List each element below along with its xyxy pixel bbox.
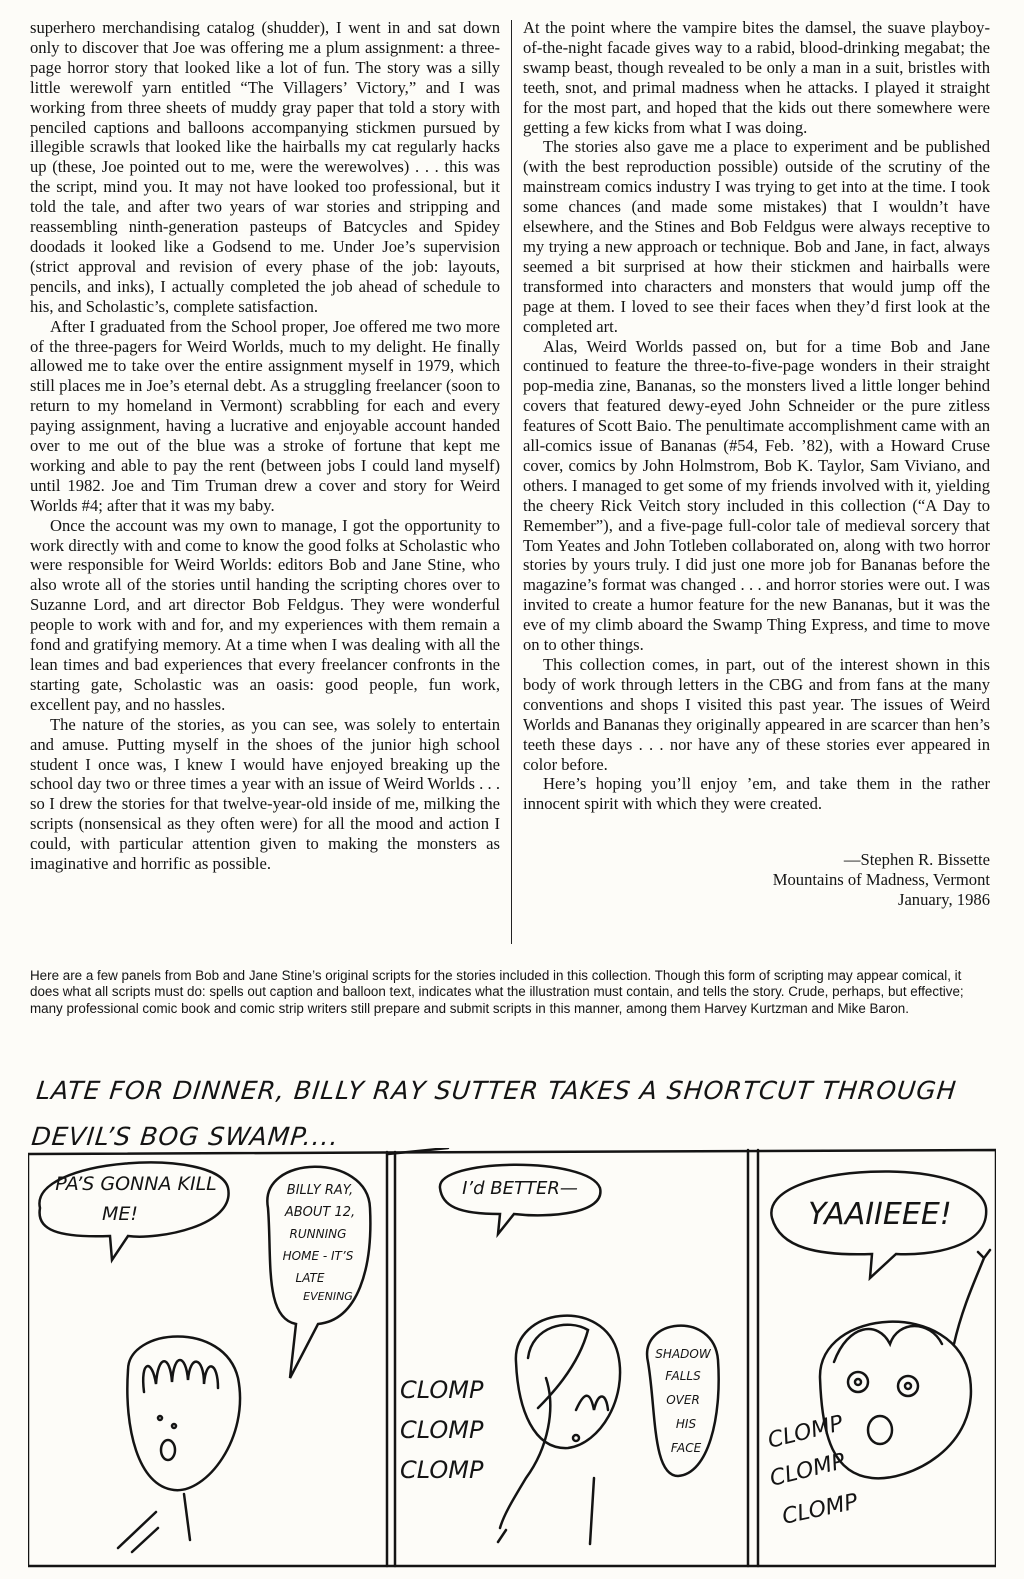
article-paragraph: Alas, Weird Worlds passed on, but for a time Bob and Jane continued to feature the three-to-five-page wonders in their straight pop-media zine, Bananas, so the monsters lived a little longer behind covers that featured dewy-eyed John Schneider or the pure zitless features of Scott Baio. The penultimate accomplishment came with an all-comics issue of Bananas (#54, Feb. ’82), with a Howard Cruse cover, comics by John Holmstrom, Bob K. Taylor, Sam Viviano, and others. I managed to get some of my friends involved with it, yielding the cheery Rick Veitch story included in this collection (“A Day to Remember”), and a five-page full-color tale of medieval sorcery that Tom Yeates and John Totleben collaborated on, along with two horror stories by yours truly. I did just one more job for Bananas before the magazine’s format was changed . . . and horror stories were out. I was invited to create a humor feature for the new Bananas, but it was the eve of my climb aboard the Swamp Thing Express, and time to move on to other things.	[523, 336, 990, 655]
article-paragraph: The nature of the stories, as you can see, was solely to entertain and amuse. Putting myself in the shoes of the junior high school student I once was, I knew I would have enjoyed breaking up the school day two or three times a year with an issue of Weird Worlds . . . so I drew the stories for that twelve-year-old inside of me, milking the scripts (nonsensical as they often were) for all the mood and action I could, with particular attention given to making the monsters as imaginative and horrific as possible.	[30, 714, 500, 874]
panel-gutter	[748, 1150, 758, 1566]
sound-effect: CLOMP	[780, 1489, 861, 1530]
sound-effect: CLOMP	[400, 1456, 484, 1484]
note-text: HIS	[675, 1417, 697, 1431]
signature-block	[523, 850, 990, 910]
article-paragraph: Once the account was my own to manage, I got the opportunity to work directly with and come to know the good folks at Scholastic who were responsible for Weird Worlds: editors Bob and Jane Stine, who also wrote all of the stories until handing the scripting chores over to Suzanne Lord, and art director Bob Feldgus. They were wonderful people to work with and for, and my experiences with them remain a fond and gratifying memory. At a time when I was dealing with all the lean times and bad experiences that every freelancer confronts in the starting gate, Scholastic was an oasis: good people, fun work, excellent pay, and no hassles.	[30, 515, 500, 714]
note-text: ABOUT 12,	[284, 1205, 356, 1220]
balloon-text: PA’S GONNA KILL	[55, 1173, 217, 1195]
panel-2	[400, 1165, 719, 1544]
panel-gutter	[387, 1152, 395, 1566]
article-paragraph: This collection comes, in part, out of the interest shown in this body of work through letters in the CBG and from fans at the many conventions and shops I visited this past year. The issues of Weird Worlds and Bananas they originally appeared in are scarcer than hen’s teeth these days . . . nor have any of these stories ever appeared in color before.	[523, 655, 990, 774]
note-text: LATE	[295, 1271, 325, 1285]
sound-effect: CLOMP	[400, 1376, 484, 1404]
speech-balloon	[440, 1165, 601, 1234]
article-paragraph: The stories also gave me a place to experiment and be published (with the best reproduction possible) outside of the scrutiny of the mainstream comics industry I was trying to get into at the time. I took some chances (and made some mistakes) that I wouldn’t have elsewhere, and the Stines and Bob Feldgus were always receptive to my trying a new approach or technique. Bob and Jane, in fact, always seemed a bit surprised at how their stickmen and hairballs were transformed into characters and monsters that would jump off the page at them. I loved to see their faces when they’d first look at the completed art.	[523, 137, 990, 336]
character-eye	[158, 1416, 162, 1420]
note-text: HOME - IT’S	[282, 1249, 354, 1263]
character-mouth	[868, 1416, 892, 1444]
balloon-text: I’d BETTER—	[462, 1178, 578, 1199]
character-leg	[590, 1478, 594, 1544]
article-left-column	[30, 18, 500, 874]
sound-effect: CLOMP	[400, 1416, 484, 1444]
note-text: FALLS	[665, 1369, 701, 1383]
balloon-text: ME!	[101, 1203, 139, 1225]
article-right-column	[523, 18, 990, 910]
column-divider	[511, 20, 512, 944]
character-head	[516, 1316, 620, 1448]
character-body	[118, 1494, 190, 1552]
character-eye	[573, 1435, 579, 1441]
script-caption-line: DEVIL’S BOG SWAMP....	[30, 1122, 341, 1151]
character-eye	[172, 1424, 176, 1428]
author-place: Mountains of Madness, Vermont	[772, 870, 990, 890]
character-hair	[576, 1396, 608, 1410]
note-text: BILLY RAY,	[286, 1183, 354, 1198]
note-text: FACE	[670, 1441, 702, 1455]
note-text: OVER	[666, 1393, 700, 1407]
article-date: January, 1986	[897, 890, 990, 910]
sound-effect: CLOMP	[765, 1411, 846, 1454]
character-mouth	[161, 1440, 175, 1460]
article-paragraph: Here’s hoping you’ll enjoy ’em, and take them in the rather innocent spirit with which they were created.	[523, 774, 990, 814]
character-hair	[143, 1360, 218, 1392]
balloon-text: YAAIIEEE!	[808, 1197, 952, 1232]
character-arm	[954, 1250, 990, 1344]
character-eye	[898, 1376, 918, 1396]
face-shadow	[528, 1325, 588, 1408]
panel-1	[39, 1162, 370, 1552]
panel-3	[765, 1171, 990, 1529]
character-eye	[848, 1372, 868, 1392]
note-text: RUNNING	[289, 1227, 347, 1241]
script-note: Here are a few panels from Bob and Jane Stine’s original scripts for the stories included in this collection. Though this form of scripting may appear comical, it does what all scripts must do: spells out caption and balloon text, indicates what the illustration must contain, and tells the story. Crude, perhaps, but effective; many professional comic book and comic strip writers still prepare and submit scripts in this manner, among them Harvey Kurtzman and Mike Baron.	[30, 968, 964, 1016]
note-text: EVENING	[303, 1290, 353, 1303]
character-pupil	[905, 1383, 911, 1389]
character-head	[127, 1337, 240, 1491]
script-comic-strip	[28, 1148, 996, 1568]
character-pupil	[855, 1379, 861, 1385]
author-name: —Stephen R. Bissette	[843, 850, 990, 870]
article-paragraph: After I graduated from the School proper, Joe offered me two more of the three-pagers for Weird Worlds, much to my delight. He finally allowed me to take over the entire assignment myself in 1979, which still places me in Joe’s eternal debt. As a struggling freelancer (soon to return to my homeland in Vermont) scrabbling for each and every paying assignment, having a lucrative and enjoyable account handed over to me out of the blue was a stroke of fortune that kept me working and able to pay the rent (between jobs I could land myself) until 1982. Joe and Tim Truman drew a cover and story for Weird Worlds #4; after that it was my baby.	[30, 316, 500, 515]
sound-effect: CLOMP	[767, 1449, 848, 1492]
article-paragraph: At the point where the vampire bites the damsel, the suave playboy-of-the-night facade gives way to a rabid, blood-drinking megabat; the swamp beast, though revealed to be only a man in a suit, bristles with teeth, snot, and primal madness when he attacks. I played it straight for the most part, and hoped that the kids out there somewhere were getting a few kicks from what I was doing.	[523, 18, 990, 137]
note-text: SHADOW	[655, 1347, 711, 1361]
script-caption	[29, 1068, 989, 1160]
article-paragraph: superhero merchandising catalog (shudder), I went in and sat down only to discover that Joe was offering me a plum assignment: a three-page horror story that looked like a lot of fun. The story was a silly little werewolf yarn entitled “The Villagers’ Victory,” and I was working from three sheets of muddy gray paper that told a story with penciled captions and balloons accompanying stickmen pursued by illegible scrawls that looked like the hairballs my cat regularly hacks up (these, Joe pointed out to me, were the werewolves) . . . this was the script, mind you. It may not have looked too professional, but it told the tale, and after two years of war stories and stripping and reassembling ninth-generation pasteups of Batcycles and Spidey doodads it looked like a Godsend to me. Under Joe’s supervision (strict approval and revision of every phase of the job: layouts, pencils, and inks), I actually completed the job ahead of schedule to his, and Scholastic’s, complete satisfaction.	[30, 18, 500, 316]
script-caption-line: LATE FOR DINNER, BILLY RAY SUTTER TAKES A SHORTCUT THROUGH	[34, 1076, 959, 1105]
